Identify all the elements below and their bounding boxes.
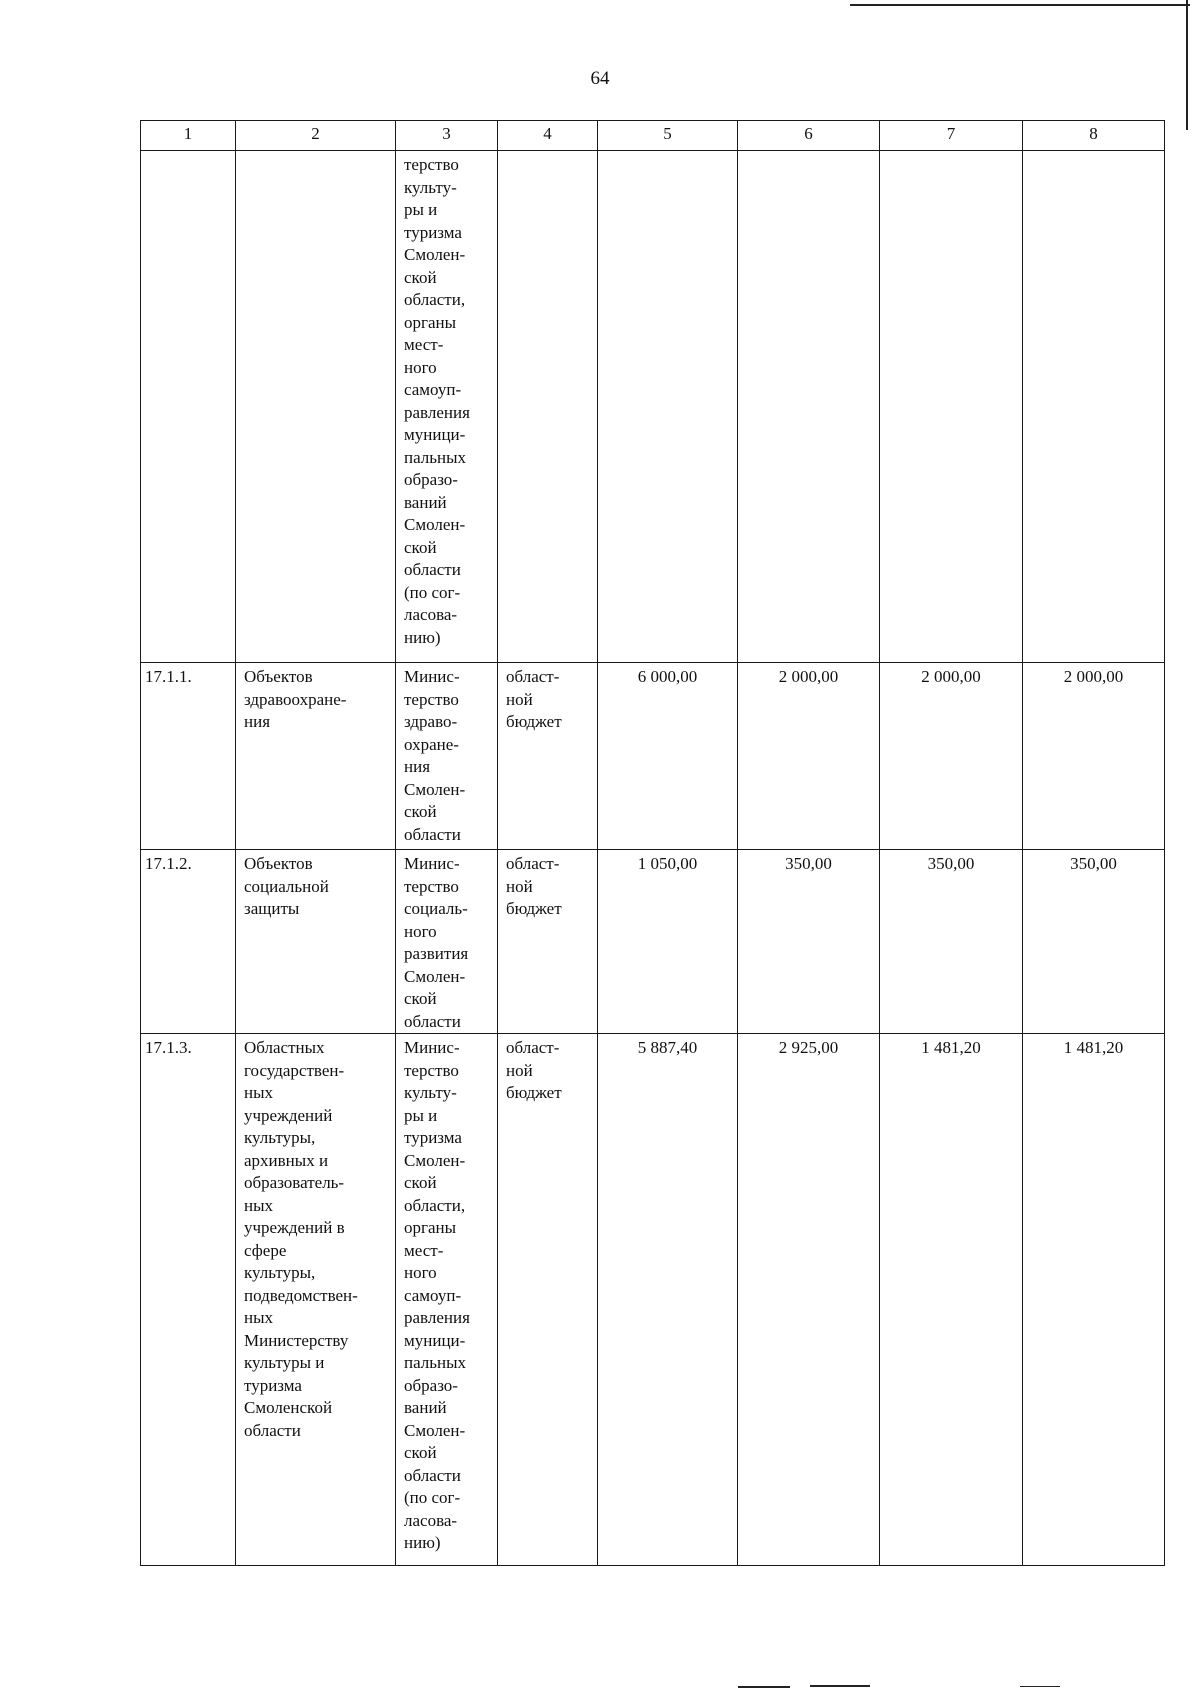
year-3-amount-cell: 1 481,20 xyxy=(1023,1034,1165,1566)
object-cell xyxy=(236,151,396,663)
scan-edge-line xyxy=(810,1685,870,1687)
funding-source-cell: област- ной бюджет xyxy=(498,850,598,1034)
executor-cell: терство культу- ры и туризма Смолен- ской области, органы мест- ного самоуп- равления муници- пальных образо- ваний Смолен- ской области (по сог- ласова- нию) xyxy=(396,151,498,663)
total-amount-cell: 5 887,40 xyxy=(598,1034,738,1566)
column-header: 1 xyxy=(141,121,236,151)
object-cell: Областных государствен- ных учреждений культуры, архивных и образователь- ных учреждений в сфере культуры, подведомствен- ных Министерству культуры и туризма Смоленской области xyxy=(236,1034,396,1566)
table-row xyxy=(141,663,1165,850)
executor-cell: Минис- терство культу- ры и туризма Смолен- ской области, органы мест- ного самоуп- равления муници- пальных образо- ваний Смолен- ской области (по сог- ласова- нию) xyxy=(396,1034,498,1566)
scan-edge-line xyxy=(738,1686,790,1688)
table-row xyxy=(141,151,1165,663)
item-number-cell: 17.1.3. xyxy=(141,1034,236,1566)
column-header: 4 xyxy=(498,121,598,151)
year-3-amount-cell xyxy=(1023,151,1165,663)
year-2-amount-cell: 1 481,20 xyxy=(880,1034,1023,1566)
year-1-amount-cell xyxy=(738,151,880,663)
year-2-amount-cell: 2 000,00 xyxy=(880,663,1023,850)
year-2-amount-cell: 350,00 xyxy=(880,850,1023,1034)
page-number: 64 xyxy=(590,68,610,89)
column-header: 7 xyxy=(880,121,1023,151)
total-amount-cell: 1 050,00 xyxy=(598,850,738,1034)
scan-edge-line xyxy=(1020,1686,1060,1687)
year-3-amount-cell: 2 000,00 xyxy=(1023,663,1165,850)
year-1-amount-cell: 2 925,00 xyxy=(738,1034,880,1566)
funding-source-cell: област- ной бюджет xyxy=(498,1034,598,1566)
total-amount-cell xyxy=(598,151,738,663)
table-row xyxy=(141,1034,1165,1566)
year-1-amount-cell: 350,00 xyxy=(738,850,880,1034)
item-number-cell: 17.1.1. xyxy=(141,663,236,850)
funding-source-cell xyxy=(498,151,598,663)
object-cell: Объектов здравоохране- ния xyxy=(236,663,396,850)
column-header: 3 xyxy=(396,121,498,151)
item-number-cell xyxy=(141,151,236,663)
column-header: 5 xyxy=(598,121,738,151)
executor-cell: Минис- терство социаль- ного развития Смолен- ской области xyxy=(396,850,498,1034)
table-header-row xyxy=(141,121,1165,151)
year-3-amount-cell: 350,00 xyxy=(1023,850,1165,1034)
column-header: 6 xyxy=(738,121,880,151)
item-number-cell: 17.1.2. xyxy=(141,850,236,1034)
year-1-amount-cell: 2 000,00 xyxy=(738,663,880,850)
scan-edge-line xyxy=(1186,0,1188,130)
column-header: 2 xyxy=(236,121,396,151)
object-cell: Объектов социальной защиты xyxy=(236,850,396,1034)
table-row xyxy=(141,850,1165,1034)
executor-cell: Минис- терство здраво- охране- ния Смолен- ской области xyxy=(396,663,498,850)
total-amount-cell: 6 000,00 xyxy=(598,663,738,850)
scan-edge-line xyxy=(850,4,1190,6)
column-header: 8 xyxy=(1023,121,1165,151)
year-2-amount-cell xyxy=(880,151,1023,663)
funding-source-cell: област- ной бюджет xyxy=(498,663,598,850)
budget-table xyxy=(140,120,1165,1566)
